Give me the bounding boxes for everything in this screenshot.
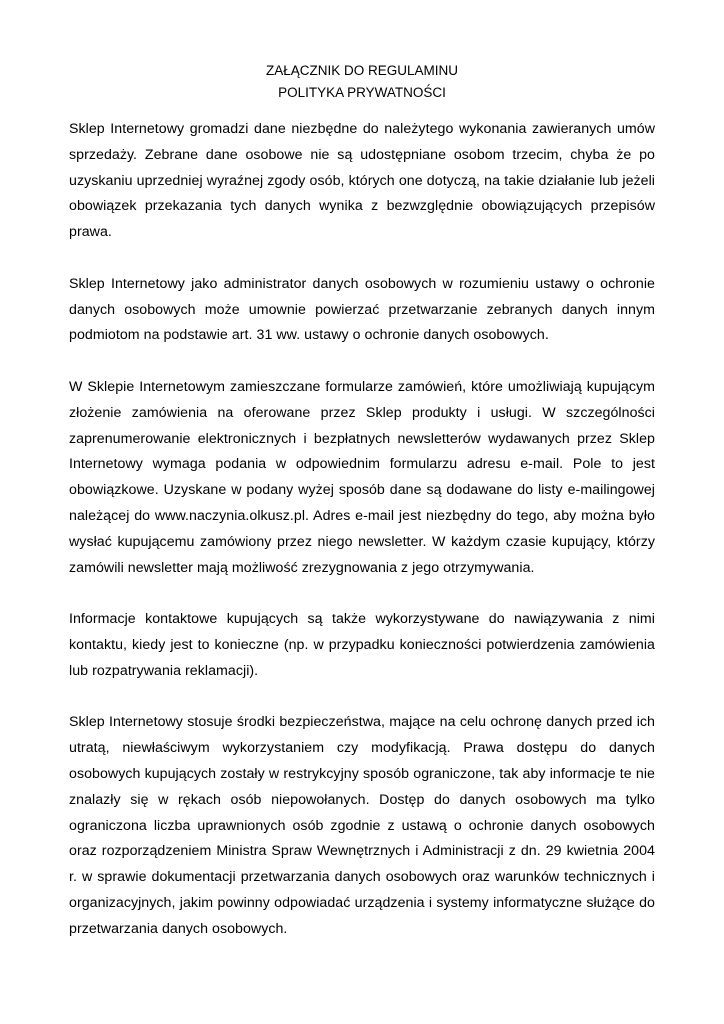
paragraph-security-measures: Sklep Internetowy stosuje środki bezpieczeństwa, mające na celu ochronę danych przed ich utratą, niewłaściwym wykorzystaniem czy modyfikacją. Prawa dostępu do danych osobowych kupujących zostały w restrykcyjny sposób ograniczone, tak aby informacje te nie znalazły się w rękach osób niepowołanych. Dostęp do danych osobowych ma tylko ograniczona liczba uprawnionych osób zgodnie z ustawą o ochronie danych osobowych oraz rozporządzeniem Ministra Spraw Wewnętrznych i Administracji z dn. 29 kwietnia 2004 r. w sprawie dokumentacji przetwarzania danych osobowych oraz warunków technicznych i organizacyjnych, jakim powinny odpowiadać urządzenia i systemy informatyczne służące do przetwarzania danych osobowych. [69,714,655,937]
paragraph-contact-information: Informacje kontaktowe kupujących są także wykorzystywane do nawiązywania z nimi kontaktu, kiedy jest to konieczne (np. w przypadku konieczności potwierdzenia zamówienia lub rozpatrywania reklamacji). [69,611,655,679]
paragraph-data-collection: Sklep Internetowy gromadzi dane niezbędne do należytego wykonania zawieranych umów sprzedaży. Zebrane dane osobowe nie są udostępniane osobom trzecim, chyba że po uzyskaniu uprzedniej wyraźnej zgody osób, których one dotyczą, na takie działanie lub jeżeli obowiązek przekazania tych danych wynika z bezwzględnie obowiązujących przepisów prawa. [69,121,655,241]
paragraph-order-forms-newsletter: W Sklepie Internetowym zamieszczane formularze zamówień, które umożliwiają kupującym złożenie zamówienia na oferowane przez Sklep produkty i usługi. W szczególności zaprenumerowanie elektronicznych i bezpłatnych newsletterów wydawanych przez Sklep Internetowy wymaga podania w odpowiednim formularzu adresu e-mail. Pole to jest obowiązkowe. Uzyskane w podany wyżej sposób dane są dodawane do listy e-mailingowej należącej do www.naczynia.olkusz.pl. Adres e-mail jest niezbędny do tego, aby można było wysłać kupującemu zamówiony przez niego newsletter. W każdym czasie kupujący, którzy zamówili newsletter mają możliwość zrezygnowania z jego otrzymywania. [69,378,655,576]
document-page [69,60,655,968]
document-header [69,60,655,104]
paragraph-data-administrator: Sklep Internetowy jako administrator danych osobowych w rozumieniu ustawy o ochronie danych osobowych może umownie powierzać przetwarzanie zebranych danych innym podmiotom na podstawie art. 31 ww. ustawy o ochronie danych osobowych. [69,275,655,344]
document-title: ZAŁĄCZNIK DO REGULAMINU [265,63,459,78]
document-subtitle: POLITYKA PRYWATNOŚCI [278,85,446,100]
